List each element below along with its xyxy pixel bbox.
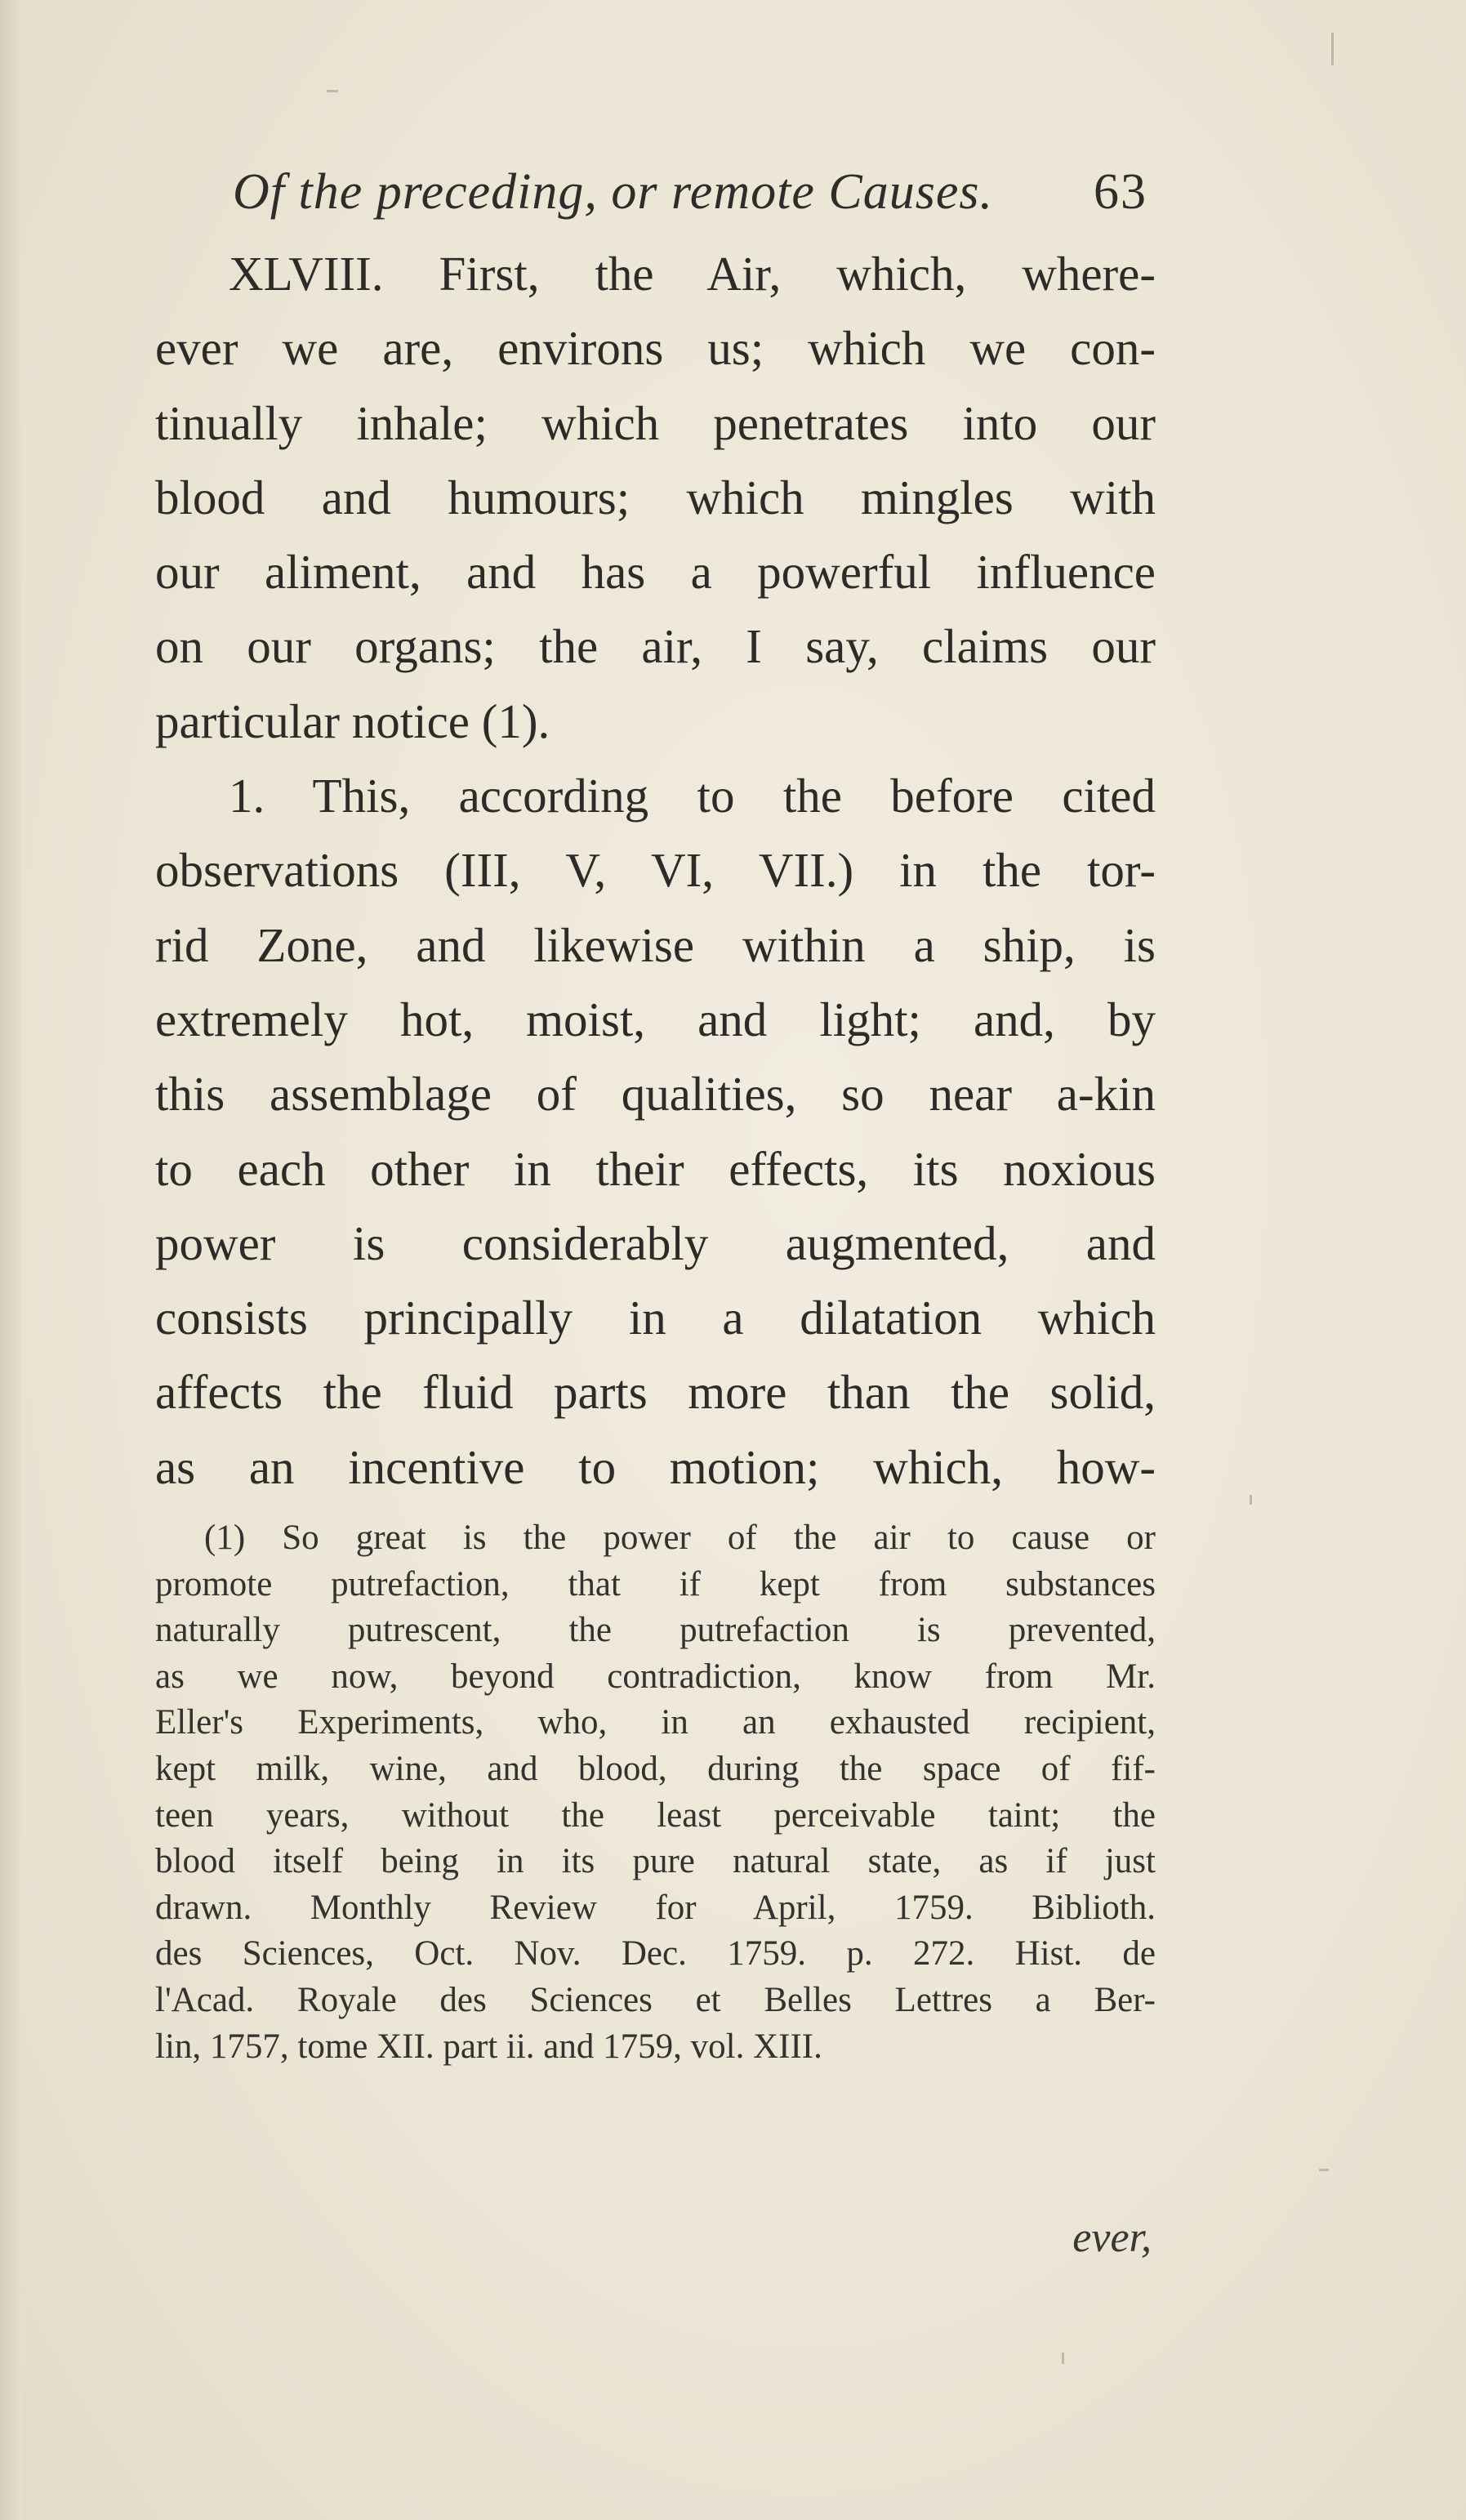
body-line: blood and humours; which mingles with — [155, 470, 1156, 524]
paper-speck — [1331, 33, 1334, 65]
paper-speck — [327, 90, 338, 92]
body-line: power is considerably augmented, and — [155, 1215, 1156, 1270]
body-line: tinually inhale; which penetrates into our — [155, 395, 1156, 450]
footnote-line: teen years, without the least perceivable taint; the — [155, 1795, 1156, 1835]
catchword: ever, — [1072, 2214, 1152, 2261]
body-line: particular notice (1). — [155, 694, 550, 748]
paper-speck — [1250, 1495, 1252, 1505]
body-line: rid Zone, and likewise within a ship, is — [155, 917, 1156, 972]
body-text — [155, 237, 1156, 1505]
footnote-line: Eller's Experiments, who, in an exhausted recipient, — [155, 1703, 1156, 1742]
footnote — [155, 1515, 1156, 2070]
body-line: XLVIII. First, the Air, which, where- — [229, 247, 1156, 301]
body-line: ever we are, environs us; which we con- — [155, 321, 1156, 376]
page-number: 63 — [1094, 164, 1147, 220]
footnote-line: (1) So great is the power of the air to cause or — [204, 1519, 1156, 1557]
body-line: this assemblage of qualities, so near a-kin — [155, 1067, 1156, 1122]
body-line: our aliment, and has a powerful influence — [155, 545, 1156, 600]
running-head — [233, 155, 1147, 229]
body-line: affects the fluid parts more than the solid, — [155, 1365, 1156, 1420]
body-line: extremely hot, moist, and light; and, by — [155, 992, 1156, 1046]
body-line: on our organs; the air, I say, claims our — [155, 619, 1156, 674]
body-line: observations (III, V, VI, VII.) in the tor- — [155, 843, 1156, 898]
running-title: Of the preceding, or remote Causes. — [233, 164, 993, 220]
footnote-line: lin, 1757, tome XII. part ii. and 1759, vol. XIII. — [155, 2027, 822, 2066]
page-gutter-shadow — [0, 0, 21, 2520]
footnote-line: des Sciences, Oct. Nov. Dec. 1759. p. 272. Hist. de — [155, 1934, 1156, 1974]
paper-speck — [1062, 2353, 1064, 2364]
body-line: to each other in their effects, its noxious — [155, 1141, 1156, 1196]
body-line: 1. This, according to the before cited — [229, 769, 1156, 823]
footnote-line: kept milk, wine, and blood, during the space of fif- — [155, 1749, 1156, 1788]
footnote-line: promote putrefaction, that if kept from substances — [155, 1564, 1156, 1603]
body-line: as an incentive to motion; which, how- — [155, 1439, 1156, 1494]
footnote-line: l'Acad. Royale des Sciences et Belles Lettres a Ber- — [155, 1980, 1156, 2019]
footnote-line: as we now, beyond contradiction, know from Mr. — [155, 1657, 1156, 1696]
body-line: consists principally in a dilatation which — [155, 1291, 1156, 1345]
footnote-line: drawn. Monthly Review for April, 1759. Biblioth. — [155, 1888, 1156, 1927]
paper-speck — [1319, 2169, 1329, 2171]
footnote-line: naturally putrescent, the putrefaction is prevented, — [155, 1611, 1156, 1650]
footnote-line: blood itself being in its pure natural state, as if just — [155, 1842, 1156, 1881]
